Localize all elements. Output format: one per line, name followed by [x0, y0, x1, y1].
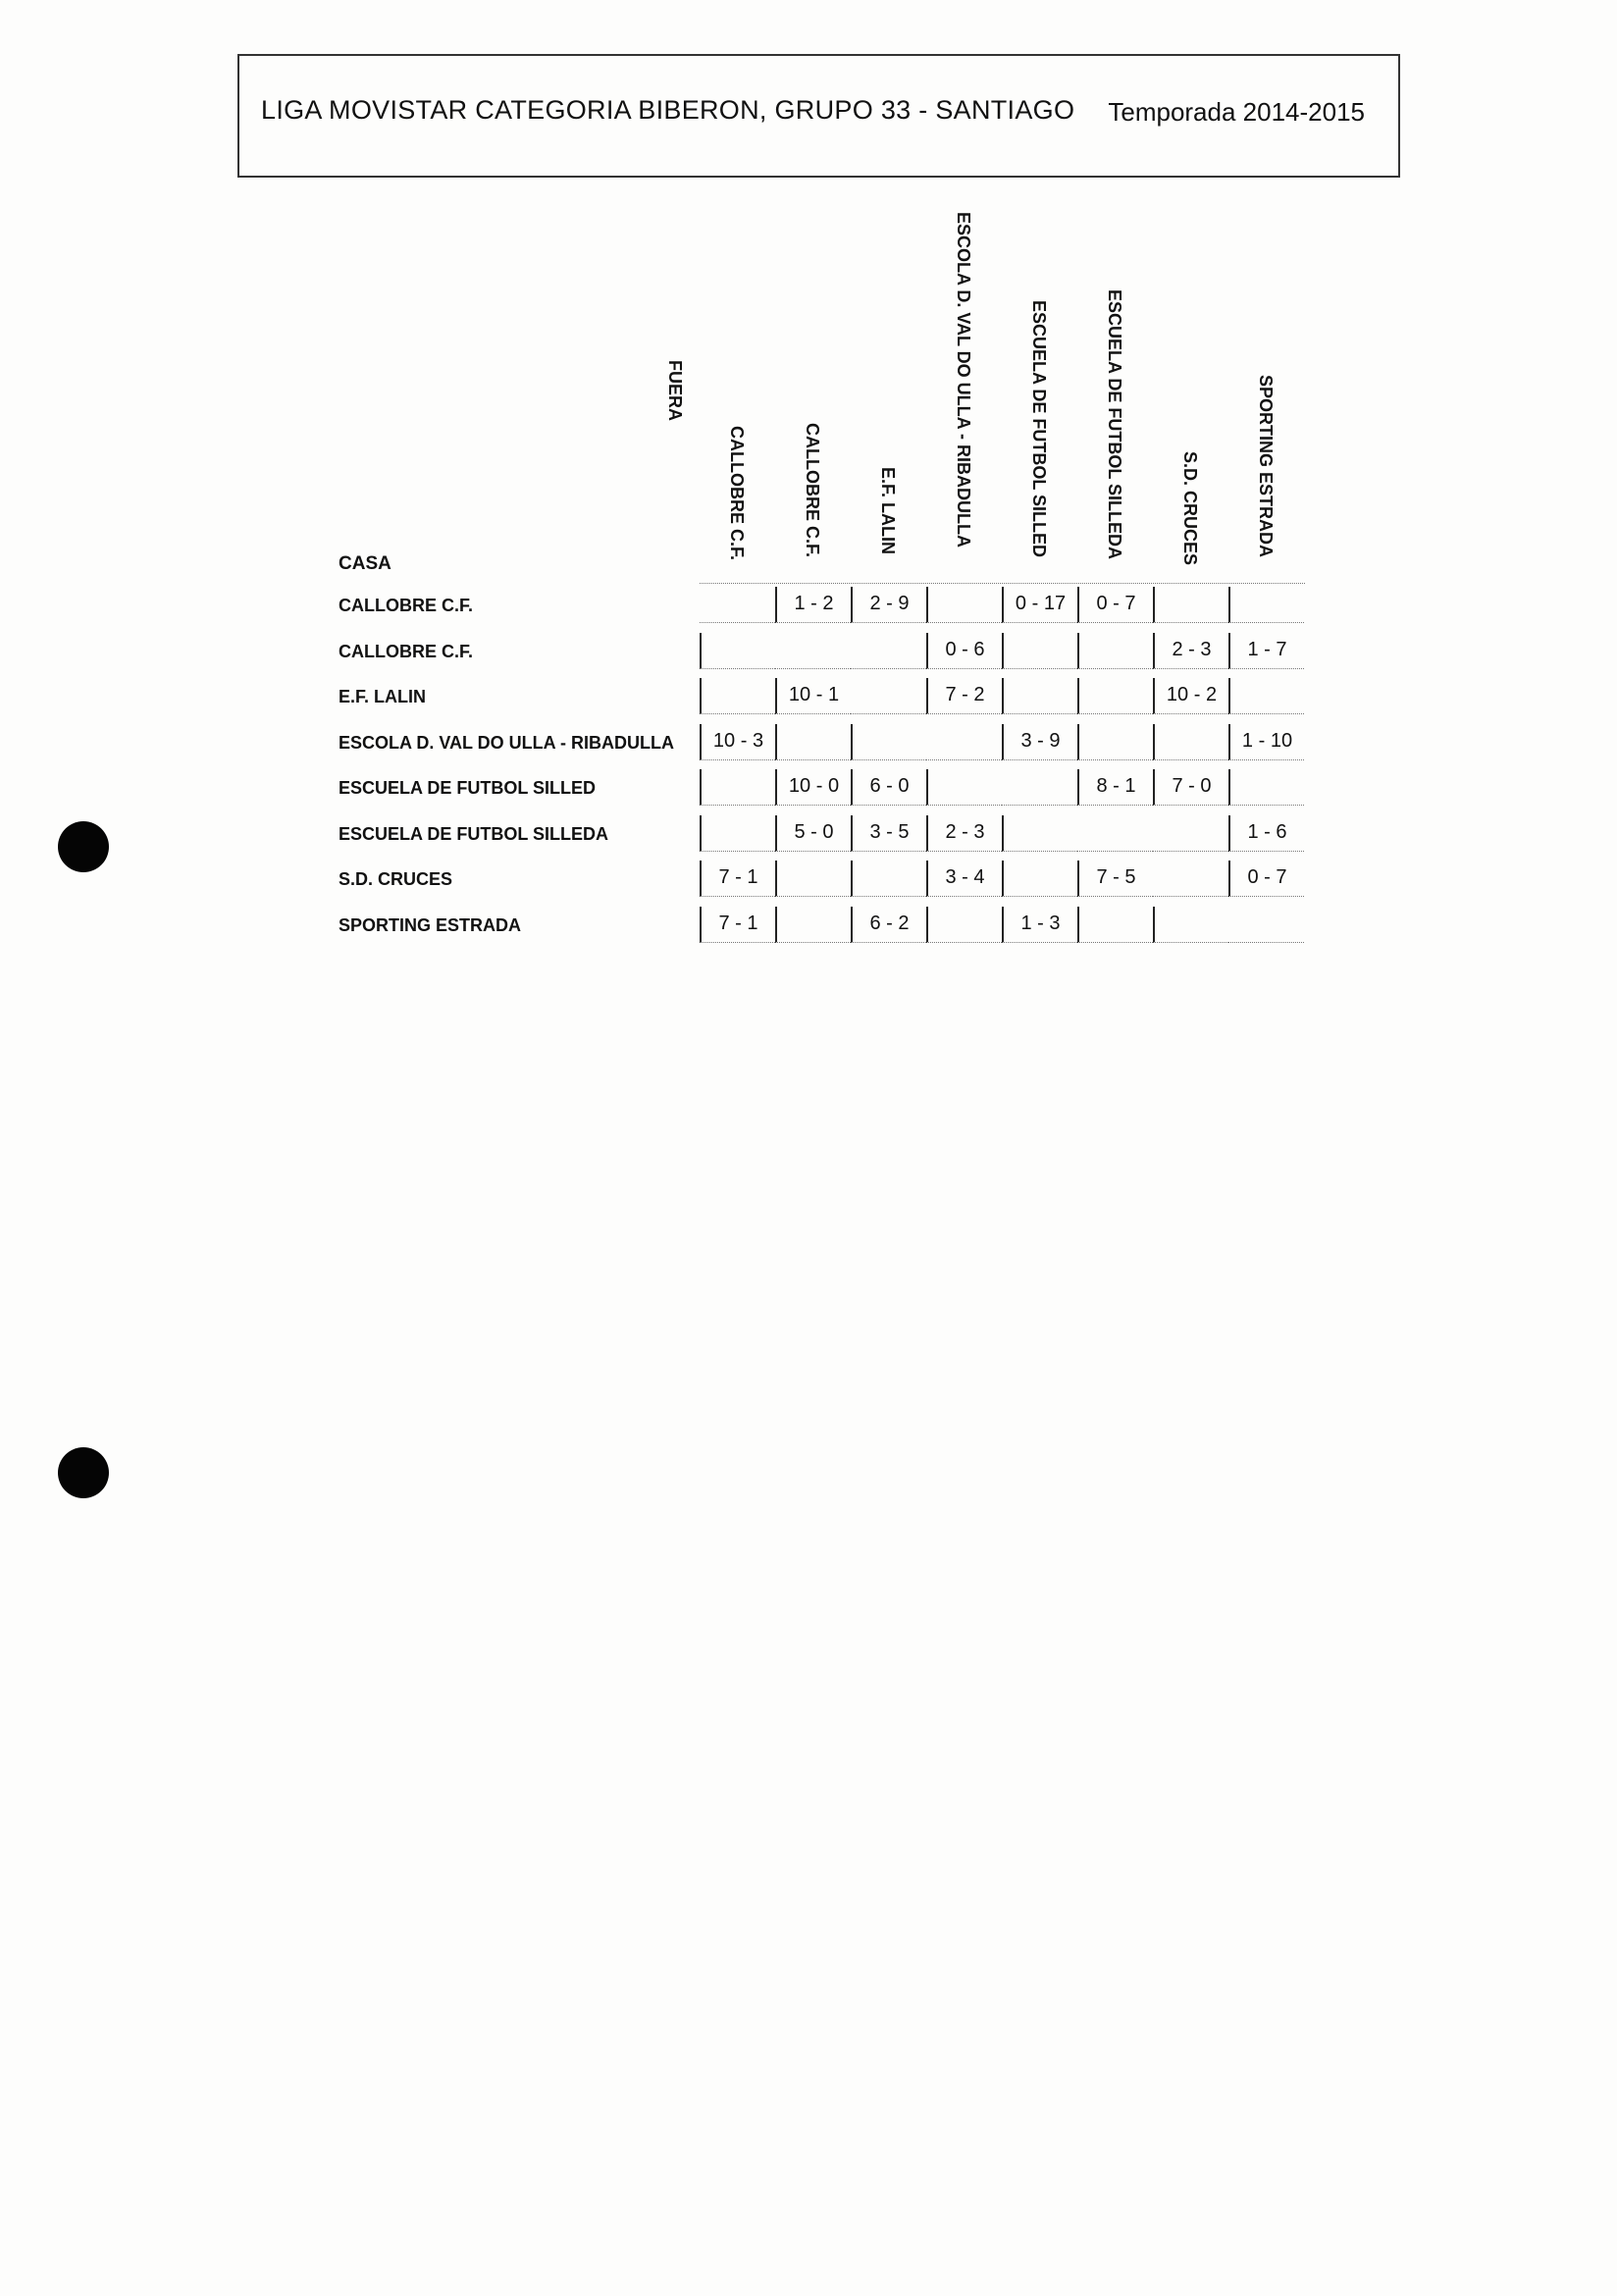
result-cell	[700, 678, 775, 714]
result-cell	[775, 861, 851, 897]
result-cell: 1 - 3	[1002, 907, 1077, 943]
column-header: ESCOLA D. VAL DO ULLA - RIBADULLA	[954, 212, 973, 548]
result-cell: 1 - 6	[1228, 815, 1304, 852]
title-box	[237, 54, 1400, 178]
result-cell: 7 - 5	[1077, 861, 1153, 897]
result-cell: 0 - 7	[1228, 861, 1304, 897]
result-cell	[1077, 907, 1153, 943]
result-cell	[1077, 633, 1153, 669]
result-cell: 10 - 0	[775, 769, 851, 806]
result-cell	[926, 769, 1002, 806]
result-cell: 7 - 1	[700, 907, 775, 943]
result-cell	[1002, 769, 1077, 806]
result-cell: 5 - 0	[775, 815, 851, 852]
result-cell	[775, 633, 851, 669]
result-cell	[775, 907, 851, 943]
result-cell: 10 - 2	[1153, 678, 1228, 714]
row-header: E.F. LALIN	[339, 687, 426, 706]
result-cell: 10 - 1	[775, 678, 851, 714]
result-cell	[1228, 907, 1304, 943]
result-cell	[1153, 587, 1228, 623]
result-cell	[851, 861, 926, 897]
away-label: FUERA	[665, 360, 685, 421]
table-top-rule	[700, 583, 1305, 584]
result-cell	[775, 724, 851, 760]
result-cell: 2 - 3	[1153, 633, 1228, 669]
league-title: LIGA MOVISTAR CATEGORIA BIBERON, GRUPO 33 - SANTIAGO	[261, 95, 1075, 125]
column-header: E.F. LALIN	[878, 467, 898, 554]
column-header: CALLOBRE C.F.	[727, 426, 747, 560]
home-label: CASA	[339, 553, 391, 574]
column-header: S.D. CRUCES	[1180, 451, 1200, 566]
result-cell	[926, 907, 1002, 943]
result-cell	[700, 815, 775, 852]
result-cell: 8 - 1	[1077, 769, 1153, 806]
result-cell	[1153, 724, 1228, 760]
result-cell	[1002, 633, 1077, 669]
result-cell	[1002, 861, 1077, 897]
row-header: CALLOBRE C.F.	[339, 641, 473, 661]
result-cell	[1077, 815, 1153, 852]
column-header: CALLOBRE C.F.	[803, 423, 822, 557]
result-cell	[851, 724, 926, 760]
result-cell: 3 - 9	[1002, 724, 1077, 760]
result-cell: 6 - 0	[851, 769, 926, 806]
result-cell	[1002, 678, 1077, 714]
result-cell	[1153, 815, 1228, 852]
result-cell: 7 - 0	[1153, 769, 1228, 806]
result-cell: 10 - 3	[700, 724, 775, 760]
row-header: S.D. CRUCES	[339, 869, 453, 889]
column-header: ESCUELA DE FUTBOL SILLEDA	[1105, 289, 1124, 560]
result-cell	[1077, 724, 1153, 760]
result-cell: 2 - 9	[851, 587, 926, 623]
row-header: ESCUELA DE FUTBOL SILLEDA	[339, 823, 609, 844]
result-cell: 2 - 3	[926, 815, 1002, 852]
result-cell	[700, 769, 775, 806]
result-cell: 6 - 2	[851, 907, 926, 943]
result-cell: 1 - 10	[1228, 724, 1304, 760]
row-header: ESCOLA D. VAL DO ULLA - RIBADULLA	[339, 732, 674, 753]
column-header: SPORTING ESTRADA	[1256, 375, 1276, 558]
result-cell	[1153, 907, 1228, 943]
result-cell	[1228, 769, 1304, 806]
column-header: ESCUELA DE FUTBOL SILLED	[1029, 300, 1049, 558]
result-cell: 0 - 17	[1002, 587, 1077, 623]
result-cell	[851, 633, 926, 669]
row-header: SPORTING ESTRADA	[339, 914, 522, 935]
result-cell	[851, 678, 926, 714]
result-cell: 1 - 7	[1228, 633, 1304, 669]
result-cell: 3 - 4	[926, 861, 1002, 897]
result-cell	[1077, 678, 1153, 714]
row-header: ESCUELA DE FUTBOL SILLED	[339, 778, 597, 798]
result-cell: 1 - 2	[775, 587, 851, 623]
result-cell	[1228, 678, 1304, 714]
result-cell	[700, 587, 775, 623]
result-cell	[926, 724, 1002, 760]
result-cell	[1153, 861, 1228, 897]
row-header: CALLOBRE C.F.	[339, 596, 473, 615]
punch-hole	[58, 1447, 109, 1498]
result-cell: 3 - 5	[851, 815, 926, 852]
result-cell	[1228, 587, 1304, 623]
punch-hole	[58, 821, 109, 872]
result-cell: 7 - 1	[700, 861, 775, 897]
result-cell	[926, 587, 1002, 623]
result-cell	[700, 633, 775, 669]
result-cell: 7 - 2	[926, 678, 1002, 714]
result-cell: 0 - 6	[926, 633, 1002, 669]
season-label: Temporada 2014-2015	[1108, 97, 1365, 127]
result-cell: 0 - 7	[1077, 587, 1153, 623]
result-cell	[1002, 815, 1077, 852]
